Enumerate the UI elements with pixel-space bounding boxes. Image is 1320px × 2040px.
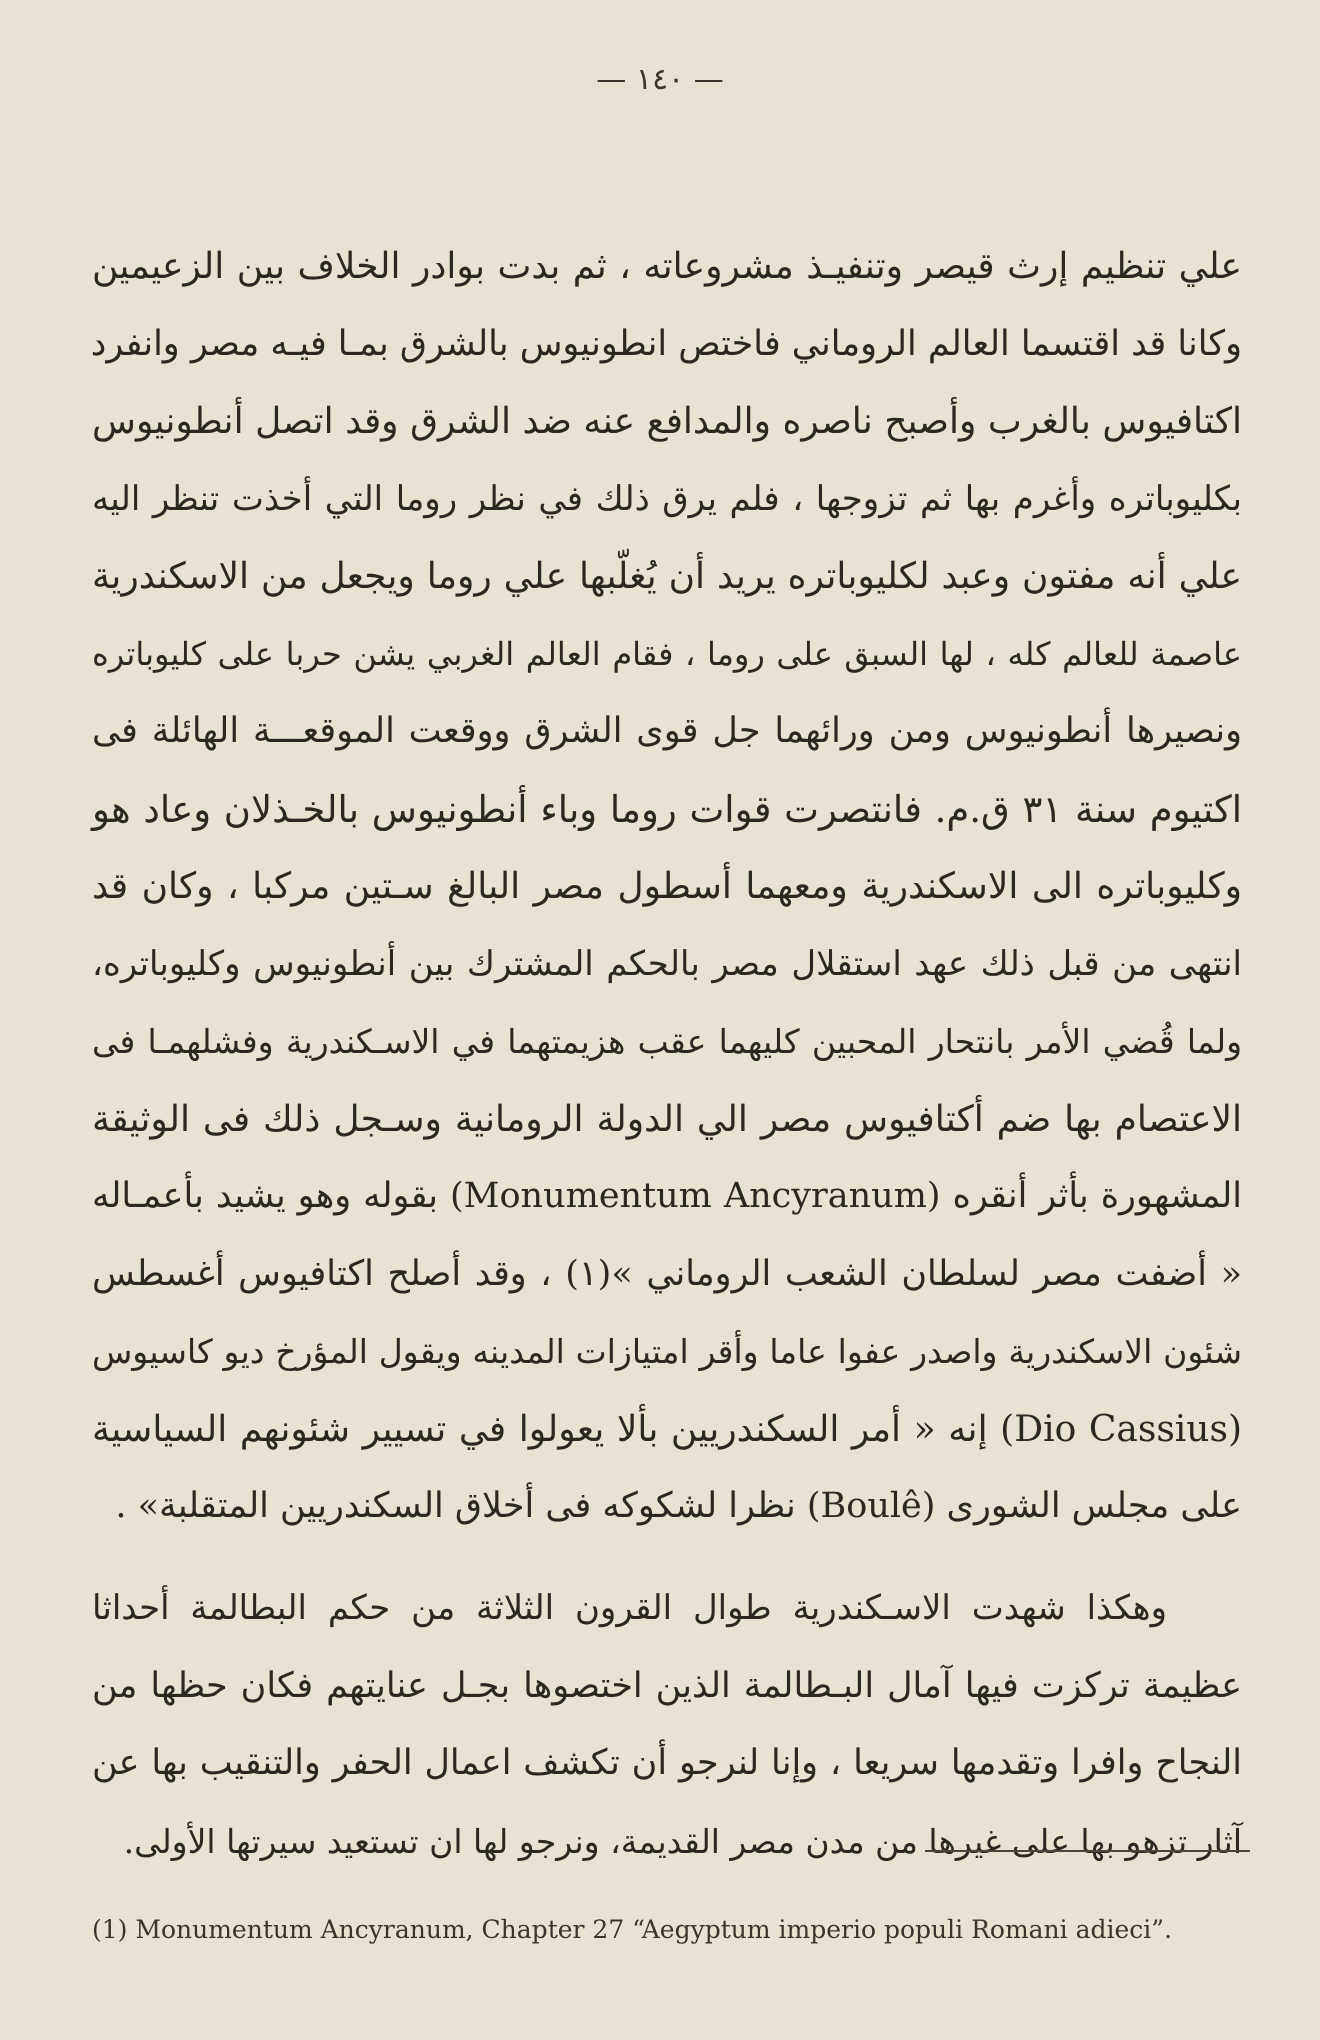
- text-line: انتهى من قبل ذلك عهد استقلال مصر بالحكم المشترك بين أنطونيوس وكليوباتره،: [92, 943, 1242, 984]
- text-line: بكليوباتره وأغرم بها ثم تزوجها ، فلم يرق ذلك في نظر روما التي أخذت تنظر اليه: [92, 478, 1242, 519]
- text-line: وكليوباتره الى الاسكندرية ومعهما أسطول مصر البالغ سـتين مركبا ، وكان قد: [92, 866, 1242, 907]
- text-line: (Dio Cassius) إنه « أمر السكندريين بألا يعولوا في تسيير شئونهم السياسية: [92, 1408, 1243, 1450]
- paragraph-2: [92, 1570, 1242, 1880]
- text-line: « أضفت مصر لسلطان الشعب الروماني »(١) ، وقد أصلح اكتافيوس أغسطس: [92, 1253, 1242, 1294]
- text-line: الاعتصام بها ضم أكتافيوس مصر الي الدولة الرومانية وسـجل ذلك فى الوثيقة: [92, 1098, 1242, 1140]
- text-line: اكتافيوس بالغرب وأصبح ناصره والمدافع عنه ضد الشرق وقد اتصل أنطونيوس: [92, 401, 1242, 442]
- paragraph-1: [92, 228, 1242, 1546]
- page-number: — ١٤٠ —: [596, 62, 724, 97]
- text-line: علي أنه مفتون وعبد لكليوباتره يريد أن يُغلّبها علي روما ويجعل من الاسكندرية: [92, 556, 1242, 597]
- text-line: المشهورة بأثر أنقره (Monumentum Ancyranum) بقوله وهو يشيد بأعمـاله: [92, 1176, 1242, 1216]
- text-line: وكانا قد اقتسما العالم الروماني فاختص انطونيوس بالشرق بمـا فيـه مصر وانفرد: [90, 323, 1242, 364]
- text-line: ونصيرها أنطونيوس ومن ورائهما جل قوى الشرق ووقعت الموقعـــة الهائلة فى: [92, 711, 1242, 751]
- text-line: على مجلس الشورى (Boulê) نظرا لشكوكه فى أخلاق السكندريين المتقلبة» .: [115, 1486, 1242, 1526]
- text-line: وهكذا شهدت الاسـكندرية طوال القرون الثلاثة من حكم البطالمة أحداثا: [92, 1588, 1167, 1628]
- text-line: شئون الاسكندرية واصدر عفوا عاما وأقر امتيازات المدينه ويقول المؤرخ ديو كاسيوس: [92, 1332, 1242, 1371]
- text-line: علي تنظيم إرث قيصر وتنفيـذ مشروعاته ، ثم بدت بوادر الخلاف بين الزعيمين: [92, 246, 1242, 287]
- text-line: عظيمة تركزت فيها آمال البـطالمة الذين اختصوها بجـل عنايتهم فكان حظها من: [92, 1665, 1242, 1706]
- text-line: عاصمة للعالم كله ، لها السبق على روما ، فقام العالم الغربي يشن حربا على كليوباتره: [92, 634, 1242, 673]
- text-line: آثار تزهو بها على غيرها من مدن مصر القديمة، ونرجو لها ان تستعيد سيرتها الأولى.: [123, 1821, 1242, 1861]
- footnote: (1) Monumentum Ancyranum, Chapter 27 “Aegyptum imperio populi Romani adieci”.: [92, 1915, 1173, 1944]
- text-line: اكتيوم سنة ٣١ ق.م. فانتصرت قوات روما وباء أنطونيوس بالخـذلان وعاد هو: [92, 787, 1242, 831]
- text-line: ولما قُضي الأمر بانتحار المحبين كليهما عقب هزيمتهما في الاسـكندرية وفشلهمـا فى: [92, 1022, 1242, 1061]
- text-line: النجاح وافرا وتقدمها سريعا ، وإنا لنرجو أن تكشف اعمال الحفر والتنقيب بها عن: [92, 1743, 1242, 1783]
- footnote-separator: [925, 1850, 1250, 1852]
